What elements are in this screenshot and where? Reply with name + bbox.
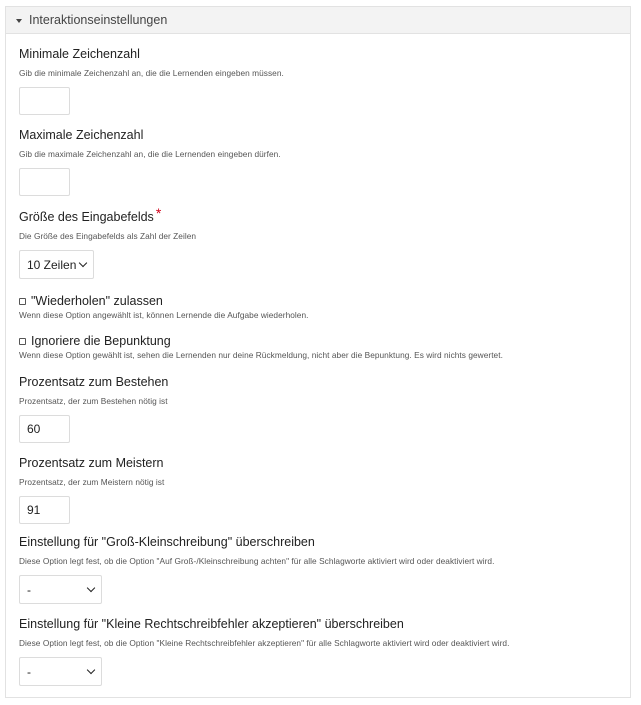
panel-title: Interaktionseinstellungen [29, 13, 168, 27]
pass-percentage-input[interactable]: 60 [19, 415, 70, 443]
field-pass-percentage [19, 375, 168, 443]
ignore-scoring-description: Wenn diese Option gewählt ist, sehen die Lernenden nur deine Rückmeldung, nicht aber die Bepunktung. Es wird nichts gewertet. [19, 350, 503, 360]
field-ignore-scoring [19, 334, 503, 361]
typo-override-selected: - [27, 664, 31, 679]
input-size-selected: 10 Zeilen [27, 257, 77, 272]
ignore-scoring-checkbox[interactable] [19, 338, 26, 345]
ignore-scoring-label[interactable]: Ignoriere die Bepunktung [31, 334, 171, 348]
case-override-select[interactable] [19, 575, 102, 604]
field-max-chars [19, 128, 281, 196]
typo-override-select[interactable] [19, 657, 102, 686]
retry-label[interactable]: "Wiederholen" zulassen [31, 294, 163, 308]
field-case-override [19, 535, 494, 604]
pass-percentage-label: Prozentsatz zum Bestehen [19, 375, 169, 389]
retry-description: Wenn diese Option angewählt ist, können Lernende die Aufgabe wiederholen. [19, 310, 309, 320]
required-mark: * [155, 205, 162, 221]
typo-override-label: Einstellung für "Kleine Rechtschreibfehler akzeptieren" überschreiben [19, 617, 404, 631]
pass-percentage-description: Prozentsatz, der zum Bestehen nötig ist [19, 396, 168, 406]
mastery-percentage-input[interactable]: 91 [19, 496, 70, 524]
mastery-percentage-label: Prozentsatz zum Meistern [19, 456, 164, 470]
field-input-size [19, 205, 197, 279]
chevron-down-icon [87, 666, 95, 674]
input-size-description: Die Größe des Eingabefelds als Zahl der Zeilen [19, 231, 197, 241]
input-size-label [19, 205, 196, 225]
field-retry [19, 294, 308, 321]
caret-down-icon [16, 19, 22, 23]
field-min-chars [19, 47, 284, 115]
case-override-description: Diese Option legt fest, ob die Option "Auf Groß-/Kleinschreibung achten" für alle Schlagworte aktiviert wird oder deaktiviert wird. [19, 556, 495, 566]
case-override-selected: - [27, 582, 31, 597]
retry-checkbox[interactable] [19, 298, 26, 305]
chevron-down-icon [87, 584, 95, 592]
typo-override-description: Diese Option legt fest, ob die Option "Kleine Rechtschreibfehler akzeptieren" für alle Schlagworte aktiviert wird oder deaktiviert wird. [19, 638, 510, 648]
min-chars-description: Gib die minimale Zeichenzahl an, die die Lernenden eingeben müssen. [19, 68, 284, 78]
chevron-down-icon [79, 259, 87, 267]
max-chars-description: Gib die maximale Zeichenzahl an, die die Lernenden eingeben dürfen. [19, 149, 281, 159]
max-chars-label: Maximale Zeichenzahl [19, 128, 144, 142]
field-typo-override [19, 617, 509, 686]
input-size-select[interactable] [19, 250, 94, 279]
min-chars-label: Minimale Zeichenzahl [19, 47, 140, 61]
case-override-label: Einstellung für "Groß-Kleinschreibung" überschreiben [19, 535, 315, 549]
mastery-percentage-description: Prozentsatz, der zum Meistern nötig ist [19, 477, 165, 487]
field-mastery-percentage [19, 456, 164, 524]
input-size-label-text: Größe des Eingabefelds [19, 210, 154, 224]
panel-header-toggle[interactable] [6, 7, 630, 34]
max-chars-input[interactable] [19, 168, 70, 196]
min-chars-input[interactable] [19, 87, 70, 115]
